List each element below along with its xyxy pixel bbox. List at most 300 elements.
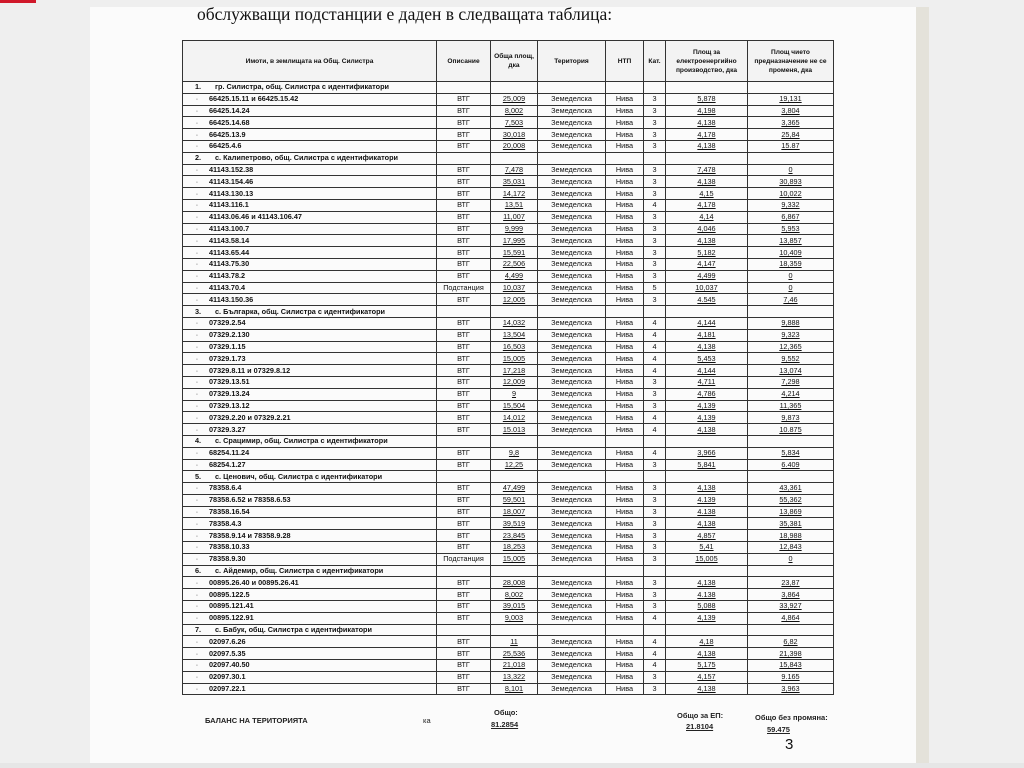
cell-property [183, 671, 437, 683]
cell-property [183, 424, 437, 436]
cell-territory: Земеделска [538, 365, 606, 377]
property-id: 00895.26.40 и 00895.26.41 [209, 577, 299, 587]
cell-ep-area: 5,841 [666, 459, 748, 471]
cell-property [183, 211, 437, 223]
property-id: 41143.70.4 [209, 282, 246, 292]
cell-ntp: Нива [606, 412, 644, 424]
table-row [183, 518, 834, 530]
cell-property [183, 589, 437, 601]
cell-property [183, 459, 437, 471]
cell-description: ВТГ [437, 365, 491, 377]
empty-cell [538, 565, 606, 577]
cell-ntp: Нива [606, 424, 644, 436]
property-id: 41143.154.46 [209, 176, 254, 186]
cell-property [183, 341, 437, 353]
cell-total-area: 4,499 [491, 270, 538, 282]
cell-ntp: Нива [606, 223, 644, 235]
cell-property [183, 518, 437, 530]
cell-description: ВТГ [437, 671, 491, 683]
property-id: 07329.13.24 [209, 389, 250, 399]
cell-ntp: Нива [606, 400, 644, 412]
cell-category: 3 [644, 93, 666, 105]
cell-unchanged-area: 10.875 [748, 424, 834, 436]
cell-territory: Земеделска [538, 530, 606, 542]
cell-category: 3 [644, 683, 666, 695]
table-row [183, 211, 834, 223]
cell-ntp: Нива [606, 483, 644, 495]
cell-ep-area: 5,182 [666, 247, 748, 259]
cell-ep-area: 4.139 [666, 494, 748, 506]
cell-ntp: Нива [606, 671, 644, 683]
cell-property [183, 376, 437, 388]
bullet: · [195, 518, 199, 528]
cell-unchanged-area: 3,365 [748, 117, 834, 129]
empty-cell [644, 624, 666, 636]
properties-table [182, 40, 834, 695]
cell-description: ВТГ [437, 164, 491, 176]
cell-property [183, 317, 437, 329]
empty-cell [644, 471, 666, 483]
table-row [183, 601, 834, 613]
cell-total-area: 30,018 [491, 129, 538, 141]
cell-ntp: Нива [606, 542, 644, 554]
cell-unchanged-area: 0 [748, 270, 834, 282]
bullet: · [195, 235, 199, 245]
table-row [183, 636, 834, 648]
group-title-cell [183, 152, 437, 164]
empty-cell [748, 435, 834, 447]
cell-ntp: Нива [606, 294, 644, 306]
group-number: 3. [195, 306, 202, 316]
cell-category: 3 [644, 542, 666, 554]
red-tab-marker [0, 0, 36, 3]
cell-ep-area: 4.138 [666, 589, 748, 601]
cell-territory: Земеделска [538, 164, 606, 176]
cell-property [183, 542, 437, 554]
cell-ep-area: 4,138 [666, 235, 748, 247]
bullet: · [195, 589, 199, 599]
cell-category: 3 [644, 140, 666, 152]
header-unchanged-area: Площ чието предназначение не се променя, дка [748, 41, 834, 82]
cell-unchanged-area: 6.409 [748, 459, 834, 471]
cell-category: 4 [644, 365, 666, 377]
cell-territory: Земеделска [538, 235, 606, 247]
cell-property [183, 412, 437, 424]
cell-ep-area: 15,005 [666, 553, 748, 565]
cell-ep-area: 4,144 [666, 317, 748, 329]
cell-total-area: 8,101 [491, 683, 538, 695]
cell-unchanged-area: 33,927 [748, 601, 834, 613]
cell-property [183, 648, 437, 660]
cell-description: ВТГ [437, 412, 491, 424]
property-id: 78358.9.30 [209, 554, 246, 564]
cell-unchanged-area: 23,87 [748, 577, 834, 589]
cell-total-area: 14,172 [491, 188, 538, 200]
cell-category: 3 [644, 117, 666, 129]
table-row [183, 105, 834, 117]
cell-ep-area: 4,178 [666, 129, 748, 141]
total-label: Общо: [494, 708, 518, 717]
cell-ep-area: 4,711 [666, 376, 748, 388]
cell-total-area: 12,009 [491, 376, 538, 388]
cell-ntp: Нива [606, 129, 644, 141]
property-id: 07329.3.27 [209, 424, 246, 434]
empty-cell [666, 471, 748, 483]
empty-cell [437, 565, 491, 577]
bullet: · [195, 294, 199, 304]
group-row [183, 152, 834, 164]
table-row [183, 494, 834, 506]
cell-unchanged-area: 9,323 [748, 329, 834, 341]
cell-ntp: Нива [606, 553, 644, 565]
cell-ep-area: 4.138 [666, 506, 748, 518]
bullet: · [195, 412, 199, 422]
table-row [183, 553, 834, 565]
cell-description: ВТГ [437, 353, 491, 365]
cell-ntp: Нива [606, 164, 644, 176]
cell-unchanged-area: 19,131 [748, 93, 834, 105]
group-number: 6. [195, 566, 202, 576]
balance-label: БАЛАНС НА ТЕРИТОРИЯТА [205, 716, 308, 725]
cell-property [183, 553, 437, 565]
cell-description: ВТГ [437, 105, 491, 117]
cell-ntp: Нива [606, 117, 644, 129]
group-title-cell [183, 435, 437, 447]
table-row [183, 140, 834, 152]
bullet: · [195, 318, 199, 328]
cell-total-area: 39,015 [491, 601, 538, 613]
bullet: · [195, 247, 199, 257]
cell-unchanged-area: 4,214 [748, 388, 834, 400]
cell-territory: Земеделска [538, 636, 606, 648]
cell-total-area: 15,591 [491, 247, 538, 259]
header-territory: Територия [538, 41, 606, 82]
property-id: 07329.1.15 [209, 341, 246, 351]
property-id: 41143.06.46 и 41143.106.47 [209, 212, 302, 222]
cell-category: 4 [644, 648, 666, 660]
property-id: 41143.116.1 [209, 200, 249, 210]
cell-category: 3 [644, 506, 666, 518]
cell-territory: Земеделска [538, 542, 606, 554]
cell-description: ВТГ [437, 199, 491, 211]
group-title: с. Срацимир, общ. Силистра с идентификатори [215, 436, 388, 446]
cell-territory: Земеделска [538, 459, 606, 471]
bullet: · [195, 448, 199, 458]
cell-total-area: 15,005 [491, 353, 538, 365]
group-title: с. Калипетрово, общ. Силистра с идентификатори [215, 153, 399, 163]
cell-description: ВТГ [437, 660, 491, 672]
cell-property [183, 506, 437, 518]
bullet: · [195, 365, 199, 375]
header-property: Имоти, в землищата на Общ. Силистра [183, 41, 437, 82]
group-row [183, 82, 834, 94]
cell-total-area: 18,253 [491, 542, 538, 554]
cell-ntp: Нива [606, 494, 644, 506]
cell-ep-area: 4.545 [666, 294, 748, 306]
cell-total-area: 35,031 [491, 176, 538, 188]
bullet: · [195, 483, 199, 493]
cell-property [183, 577, 437, 589]
cell-property [183, 483, 437, 495]
property-id: 78358.16.54 [209, 507, 250, 517]
cell-ntp: Нива [606, 258, 644, 270]
cell-category: 4 [644, 341, 666, 353]
cell-total-area: 21,018 [491, 660, 538, 672]
cell-category: 3 [644, 270, 666, 282]
cell-ntp: Нива [606, 506, 644, 518]
cell-category: 4 [644, 447, 666, 459]
empty-cell [606, 152, 644, 164]
cell-property [183, 258, 437, 270]
cell-unchanged-area: 25,84 [748, 129, 834, 141]
group-title: гр. Силистра, общ. Силистра с идентификатори [215, 82, 390, 92]
table-row [183, 258, 834, 270]
empty-cell [491, 306, 538, 318]
cell-unchanged-area: 11,365 [748, 400, 834, 412]
table-row [183, 294, 834, 306]
cell-category: 4 [644, 612, 666, 624]
cell-ntp: Нива [606, 235, 644, 247]
cell-total-area: 59,501 [491, 494, 538, 506]
cell-territory: Земеделска [538, 129, 606, 141]
cell-total-area: 9,999 [491, 223, 538, 235]
cell-property [183, 447, 437, 459]
cell-description: ВТГ [437, 117, 491, 129]
cell-description: ВТГ [437, 577, 491, 589]
cell-description: Подстанция [437, 282, 491, 294]
cell-description: Подстанция [437, 553, 491, 565]
cell-ep-area: 4,138 [666, 577, 748, 589]
property-id: 41143.130.13 [209, 188, 254, 198]
cell-ep-area: 4,144 [666, 365, 748, 377]
bullet: · [195, 389, 199, 399]
table-row [183, 235, 834, 247]
bullet: · [195, 507, 199, 517]
header-ep-area: Площ за електроенергийно производство, дка [666, 41, 748, 82]
table-row [183, 93, 834, 105]
property-id: 41143.75.30 [209, 259, 250, 269]
empty-cell [491, 152, 538, 164]
ep-total-value: 21.8104 [686, 722, 714, 731]
cell-description: ВТГ [437, 329, 491, 341]
bullet: · [195, 495, 199, 505]
cell-property [183, 400, 437, 412]
cell-unchanged-area: 6,82 [748, 636, 834, 648]
cell-property [183, 188, 437, 200]
table-row [183, 353, 834, 365]
table-row [183, 589, 834, 601]
cell-ep-area: 4,857 [666, 530, 748, 542]
cell-total-area: 9,8 [491, 447, 538, 459]
property-id: 41143.78.2 [209, 271, 246, 281]
cell-ntp: Нива [606, 105, 644, 117]
empty-cell [644, 565, 666, 577]
header-description: Описание [437, 41, 491, 82]
cell-total-area: 13,51 [491, 199, 538, 211]
cell-territory: Земеделска [538, 176, 606, 188]
cell-unchanged-area: 18,988 [748, 530, 834, 542]
group-number: 7. [195, 625, 202, 635]
empty-cell [748, 152, 834, 164]
cell-territory: Земеделска [538, 341, 606, 353]
group-row [183, 565, 834, 577]
property-id: 00895.121.41 [209, 601, 254, 611]
empty-cell [606, 471, 644, 483]
cell-category: 3 [644, 223, 666, 235]
group-row [183, 624, 834, 636]
cell-territory: Земеделска [538, 424, 606, 436]
property-id: 66425.14.68 [209, 117, 250, 127]
cell-ep-area: 4,138 [666, 683, 748, 695]
empty-cell [644, 82, 666, 94]
cell-ep-area: 4,138 [666, 518, 748, 530]
table-row [183, 129, 834, 141]
table-row [183, 648, 834, 660]
empty-cell [748, 565, 834, 577]
cell-total-area: 9,003 [491, 612, 538, 624]
cell-territory: Земеделска [538, 577, 606, 589]
property-id: 07329.2.54 [209, 318, 246, 328]
table-row [183, 577, 834, 589]
cell-total-area: 11 [491, 636, 538, 648]
cell-property [183, 247, 437, 259]
cell-territory: Земеделска [538, 317, 606, 329]
cell-category: 3 [644, 129, 666, 141]
property-id: 02097.6.26 [209, 636, 246, 646]
group-number: 1. [195, 82, 202, 92]
bullet: · [195, 353, 199, 363]
cell-description: ВТГ [437, 376, 491, 388]
group-title-cell [183, 565, 437, 577]
cell-territory: Земеделска [538, 117, 606, 129]
table-row [183, 400, 834, 412]
cell-total-area: 25,536 [491, 648, 538, 660]
cell-territory: Земеделска [538, 188, 606, 200]
cell-category: 5 [644, 282, 666, 294]
empty-cell [666, 624, 748, 636]
cell-territory: Земеделска [538, 223, 606, 235]
cell-category: 3 [644, 164, 666, 176]
table-row [183, 247, 834, 259]
cell-ep-area: 5,088 [666, 601, 748, 613]
cell-category: 3 [644, 589, 666, 601]
empty-cell [748, 624, 834, 636]
cell-description: ВТГ [437, 447, 491, 459]
empty-cell [644, 152, 666, 164]
cell-ep-area: 4,139 [666, 400, 748, 412]
cell-ep-area: 10,037 [666, 282, 748, 294]
cell-ntp: Нива [606, 660, 644, 672]
cell-total-area: 18,007 [491, 506, 538, 518]
cell-description: ВТГ [437, 93, 491, 105]
bullet: · [195, 105, 199, 115]
cell-description: ВТГ [437, 341, 491, 353]
property-id: 41143.58.14 [209, 235, 250, 245]
cell-unchanged-area: 4,864 [748, 612, 834, 624]
cell-ep-area: 4,18 [666, 636, 748, 648]
cell-category: 4 [644, 660, 666, 672]
bullet: · [195, 601, 199, 611]
cell-unchanged-area: 0 [748, 553, 834, 565]
table-row [183, 447, 834, 459]
bullet: · [195, 648, 199, 658]
cell-ntp: Нива [606, 282, 644, 294]
table-row [183, 671, 834, 683]
bullet: · [195, 459, 199, 469]
header-ntp: НТП [606, 41, 644, 82]
cell-ntp: Нива [606, 577, 644, 589]
cell-description: ВТГ [437, 258, 491, 270]
empty-cell [538, 306, 606, 318]
cell-description: ВТГ [437, 518, 491, 530]
cell-ntp: Нива [606, 589, 644, 601]
bullet: · [195, 176, 199, 186]
group-title-cell [183, 306, 437, 318]
empty-cell [437, 624, 491, 636]
cell-description: ВТГ [437, 683, 491, 695]
cell-description: ВТГ [437, 601, 491, 613]
cell-unchanged-area: 5,834 [748, 447, 834, 459]
cell-territory: Земеделска [538, 412, 606, 424]
cell-category: 3 [644, 388, 666, 400]
empty-cell [748, 306, 834, 318]
property-id: 41143.150.36 [209, 294, 254, 304]
bullet: · [195, 400, 199, 410]
cell-unchanged-area: 6,867 [748, 211, 834, 223]
bullet: · [195, 271, 199, 281]
cell-unchanged-area: 43,361 [748, 483, 834, 495]
cell-unchanged-area: 7,298 [748, 376, 834, 388]
bullet: · [195, 212, 199, 222]
empty-cell [538, 82, 606, 94]
property-id: 41143.152.38 [209, 164, 254, 174]
group-row [183, 306, 834, 318]
cell-ep-area: 4,786 [666, 388, 748, 400]
bullet: · [195, 577, 199, 587]
cell-unchanged-area: 10,409 [748, 247, 834, 259]
bullet: · [195, 200, 199, 210]
bullet: · [195, 341, 199, 351]
empty-cell [606, 624, 644, 636]
cell-ep-area: 5,453 [666, 353, 748, 365]
cell-total-area: 11,007 [491, 211, 538, 223]
cell-category: 3 [644, 577, 666, 589]
group-number: 4. [195, 436, 202, 446]
empty-cell [666, 152, 748, 164]
bullet: · [195, 141, 199, 151]
cell-description: ВТГ [437, 636, 491, 648]
cell-ntp: Нива [606, 353, 644, 365]
empty-cell [538, 435, 606, 447]
cell-category: 4 [644, 329, 666, 341]
cell-total-area: 9 [491, 388, 538, 400]
cell-ep-area: 4,138 [666, 140, 748, 152]
cell-description: ВТГ [437, 294, 491, 306]
cell-total-area: 39,519 [491, 518, 538, 530]
bullet: · [195, 672, 199, 682]
cell-ep-area: 4,138 [666, 483, 748, 495]
cell-unchanged-area: 55,362 [748, 494, 834, 506]
cell-ep-area: 4,181 [666, 329, 748, 341]
cell-ntp: Нива [606, 612, 644, 624]
bullet: · [195, 377, 199, 387]
property-id: 07329.13.12 [209, 400, 250, 410]
cell-description: ВТГ [437, 188, 491, 200]
cell-property [183, 530, 437, 542]
cell-total-area: 25,009 [491, 93, 538, 105]
cell-property [183, 199, 437, 211]
cell-ntp: Нива [606, 341, 644, 353]
